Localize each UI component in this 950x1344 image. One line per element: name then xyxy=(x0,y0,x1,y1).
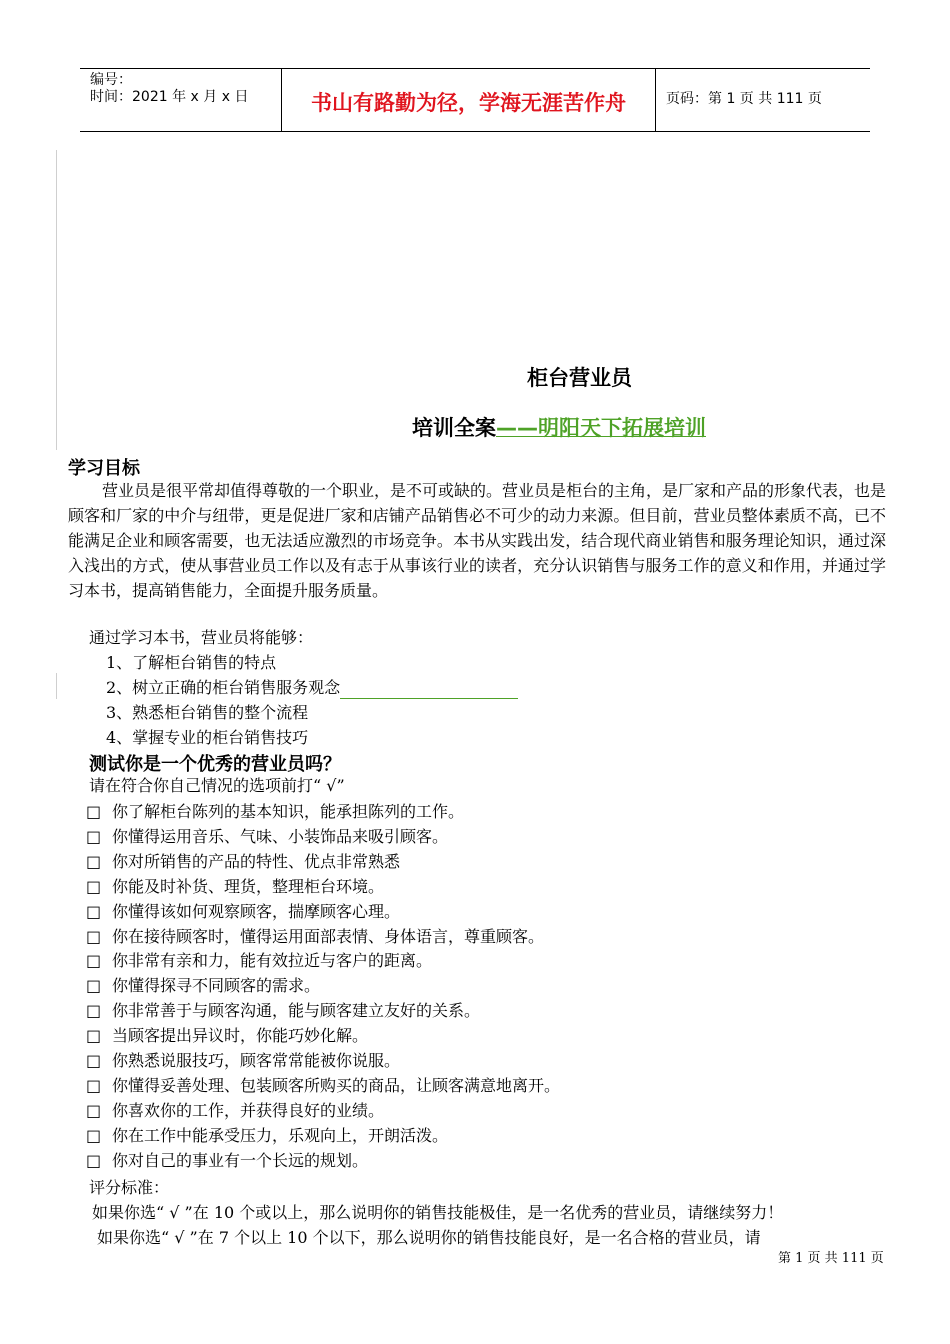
test-instruction: 请在符合你自己情况的选项前打“ √” xyxy=(89,776,345,795)
checkbox-icon[interactable]: □ xyxy=(86,1051,102,1070)
checklist-item[interactable] xyxy=(86,1100,384,1122)
scoring-rule: 如果你选“ √ ”在 7 个以上 10 个以下，那么说明你的销售技能良好，是一名合格的营业员，请 xyxy=(97,1228,761,1247)
checklist-item[interactable] xyxy=(86,1150,368,1172)
checklist-item-label: 你懂得运用音乐、气味、小装饰品来吸引顾客。 xyxy=(112,826,449,846)
checklist-item-label: 你了解柜台陈列的基本知识，能承担陈列的工作。 xyxy=(112,802,465,821)
document-number-label: 编号： xyxy=(90,72,132,88)
checklist-item-label: 当顾客提出异议时，你能巧妙化解。 xyxy=(112,1026,369,1046)
document-date: 时间：2021 年 x 月 x 日 xyxy=(90,89,249,105)
learning-goals-paragraph: 营业员是很平常却值得尊敬的一个职业，是不可或缺的。营业员是柜台的主角，是厂家和产品的形象代表，也是顾客和厂家的中介与纽带，更是促进厂家和店铺产品销售必不可少的动力来源。但目前，营业员整体素质不高，已不能满足企业和顾客需要，也无法适应激烈的市场竞争。本书从实践出发，结合现代商业销售和服务理论知识，通过深入浅出的方式，使从事营业员工作以及有志于从事该行业的读者，充分认识销售与服务工作的意义和作用，并通过学习本书，提高销售能力，全面提升服务质量。 xyxy=(68,481,887,600)
section-heading-self-test: 测试你是一个优秀的营业员吗？ xyxy=(89,754,341,775)
scoring-label: 评分标准： xyxy=(89,1178,170,1197)
header-right-cell xyxy=(656,69,870,131)
margin-line xyxy=(56,673,57,699)
goal-item xyxy=(106,677,518,699)
header-motto-cell xyxy=(281,69,656,131)
goals-intro: 通过学习本书，营业员将能够： xyxy=(89,628,314,647)
checklist-item-label: 你非常有亲和力，能有效拉近与客户的距离。 xyxy=(112,951,433,971)
checklist-item[interactable] xyxy=(86,826,448,848)
checklist-item[interactable] xyxy=(86,1000,480,1022)
checklist-item-label: 你非常善于与顾客沟通，能与顾客建立友好的关系。 xyxy=(112,1001,481,1021)
checklist-item-label: 你对自己的事业有一个长远的规划。 xyxy=(112,1150,369,1170)
checklist-item[interactable] xyxy=(86,1025,368,1047)
checklist-item[interactable] xyxy=(86,901,400,923)
checkbox-icon[interactable]: □ xyxy=(86,901,102,921)
checklist-item[interactable] xyxy=(86,950,432,972)
checklist-item[interactable] xyxy=(86,975,320,997)
checklist-item[interactable] xyxy=(86,851,400,873)
checkbox-icon[interactable]: □ xyxy=(86,876,102,896)
checkbox-icon[interactable]: □ xyxy=(86,1026,102,1046)
checkbox-icon[interactable]: □ xyxy=(86,1125,102,1145)
checklist-item-label: 你熟悉说服技巧，顾客常常能被你说服。 xyxy=(112,1051,401,1070)
header-page-info: 页码：第 1 页 共 111 页 xyxy=(666,91,822,107)
checklist-item-label: 你懂得妥善处理、包装顾客所购买的商品，让顾客满意地离开。 xyxy=(112,1075,561,1095)
header-motto: 书山有路勤为径，学海无涯苦作舟 xyxy=(311,91,626,115)
checklist-item[interactable] xyxy=(86,1050,400,1072)
checklist-item-label: 你喜欢你的工作，并获得良好的业绩。 xyxy=(112,1100,385,1120)
checklist-item-label: 你懂得探寻不同顾客的需求。 xyxy=(112,976,321,996)
checklist-item-label: 你能及时补货、理货，整理柜台环境。 xyxy=(112,876,385,896)
checklist-item[interactable] xyxy=(86,1075,560,1097)
checklist-item[interactable] xyxy=(86,926,544,948)
scoring-rule: 如果你选“ √ ”在 10 个或以上，那么说明你的销售技能极佳，是一名优秀的营业员，请继续努力！ xyxy=(92,1203,784,1222)
goal-item-text: 2、树立正确的柜台销售服务观念 xyxy=(106,678,341,697)
checklist-item-label: 你在接待顾客时，懂得运用面部表情、身体语言，尊重顾客。 xyxy=(112,926,545,946)
checkbox-icon[interactable]: □ xyxy=(86,802,102,821)
underline-blank xyxy=(340,682,518,699)
margin-line xyxy=(56,150,57,450)
checkbox-icon[interactable]: □ xyxy=(86,1001,102,1021)
checkbox-icon[interactable]: □ xyxy=(86,1150,102,1170)
checklist-item[interactable] xyxy=(86,876,384,898)
goal-item: 3、熟悉柜台销售的整个流程 xyxy=(106,703,309,722)
goal-item: 4、掌握专业的柜台销售技巧 xyxy=(106,728,309,747)
subtitle-main: 培训全案 xyxy=(412,416,496,440)
document-subtitle xyxy=(412,412,706,442)
page-header xyxy=(80,68,870,132)
checkbox-icon[interactable]: □ xyxy=(86,826,102,846)
checklist-item[interactable] xyxy=(86,801,464,823)
checkbox-icon[interactable]: □ xyxy=(86,1075,102,1095)
document-title: 柜台营业员 xyxy=(527,366,632,390)
checkbox-icon[interactable]: □ xyxy=(86,951,102,971)
checkbox-icon[interactable]: □ xyxy=(86,976,102,996)
checkbox-icon[interactable]: □ xyxy=(86,1100,102,1120)
goal-item: 1、了解柜台销售的特点 xyxy=(106,653,277,672)
checklist-item-label: 你在工作中能承受压力，乐观向上，开朗活泼。 xyxy=(112,1125,449,1145)
subtitle-organization: ——明阳天下拓展培训 xyxy=(496,416,706,440)
checklist-item[interactable] xyxy=(86,1125,448,1147)
checklist-item-label: 你对所销售的产品的特性、优点非常熟悉 xyxy=(112,851,401,871)
header-left-cell xyxy=(80,69,280,131)
checkbox-icon[interactable]: □ xyxy=(86,926,102,946)
footer-page-number: 第 1 页 共 111 页 xyxy=(778,1251,884,1266)
checkbox-icon[interactable]: □ xyxy=(86,851,102,871)
checklist-item-label: 你懂得该如何观察顾客，揣摩顾客心理。 xyxy=(112,901,401,921)
section-heading-learning-goals: 学习目标 xyxy=(68,458,140,479)
